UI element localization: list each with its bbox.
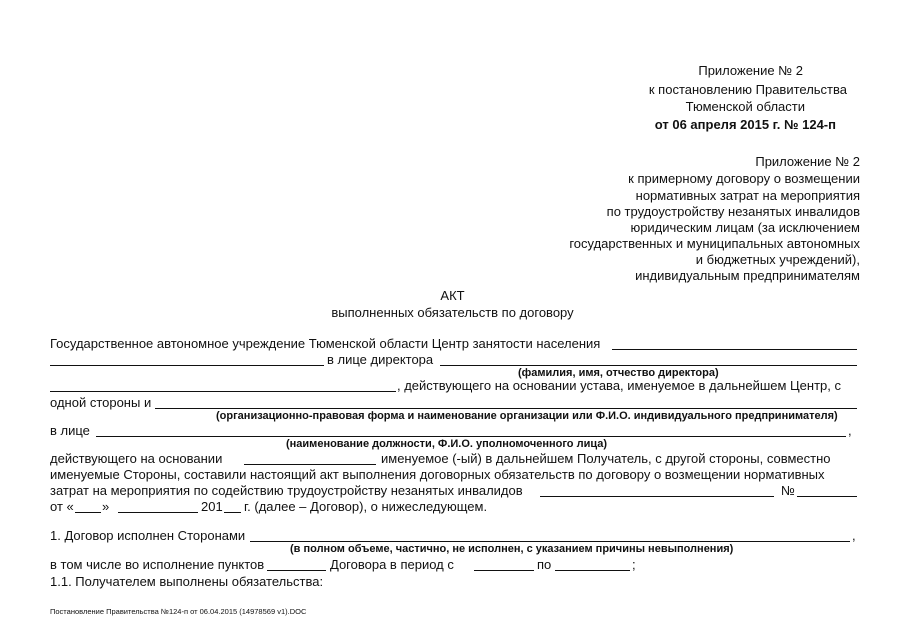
other-party-label: одной стороны и xyxy=(50,395,152,410)
date-year-blank[interactable] xyxy=(224,512,241,513)
act-title: АКТ xyxy=(440,288,465,303)
section1-comma: , xyxy=(852,528,856,543)
appendix2-title: Приложение № 2 xyxy=(755,154,860,169)
director-label: в лице директора xyxy=(327,352,434,367)
acting-basis-label: действующего на основании xyxy=(50,451,223,466)
date-month-blank[interactable] xyxy=(118,512,198,513)
appendix2-line7: и бюджетных учреждений), xyxy=(695,252,860,267)
appendix-title: Приложение № 2 xyxy=(698,63,803,78)
appendix2-line8: индивидуальным предпринимателям xyxy=(635,268,860,283)
appendix2-line5: юридическим лицам (за исключением xyxy=(630,220,860,235)
section1-to-label: по xyxy=(537,557,552,572)
appendix-resolution: к постановлению Правительства xyxy=(648,82,847,97)
appendix2-line4: по трудоустройству незанятых инвалидов xyxy=(606,204,860,219)
section1-1-heading: 1.1. Получателем выполнены обязательства: xyxy=(50,574,324,589)
appendix2-line3: нормативных затрат на мероприятия xyxy=(635,188,860,203)
section1-to-blank[interactable] xyxy=(555,570,630,571)
person-label: в лице xyxy=(50,423,90,438)
person-comma: , xyxy=(848,423,852,438)
director-hint: (фамилия, имя, отчество директора) xyxy=(518,367,719,379)
director-name-blank-2[interactable] xyxy=(50,391,396,392)
appendix-date: от 06 апреля 2015 г. № 124-п xyxy=(654,117,836,132)
section1-hint: (в полном объеме, частично, не исполнен, с указанием причины невыполнения) xyxy=(290,543,734,555)
section1-heading: 1. Договор исполнен Сторонами xyxy=(50,528,246,543)
document-footer: Постановление Правительства №124-п от 06.04.2015 (14978569 v1).DOC xyxy=(50,607,307,616)
appendix-region: Тюменской области xyxy=(685,99,805,114)
date-prefix: от « xyxy=(50,499,74,514)
section1-from-blank[interactable] xyxy=(474,570,534,571)
contract-blank[interactable] xyxy=(540,496,774,497)
contract-number-sign: № xyxy=(781,483,795,498)
contract-number-blank[interactable] xyxy=(797,496,857,497)
parties-text: именуемые Стороны, составили настоящий акт выполнения договорных обязательств по договору о возмещении нормативных xyxy=(50,467,825,482)
organization-blank[interactable] xyxy=(155,408,857,409)
center-name-blank[interactable] xyxy=(612,349,857,350)
center-name-label: Государственное автономное учреждение Тюменской области Центр занятости населения xyxy=(50,336,601,351)
basis-text: , действующего на основании устава, именуемое в дальнейшем Центр, с xyxy=(397,378,841,393)
appendix2-line6: государственных и муниципальных автономных xyxy=(569,236,860,251)
date-quote-close: » xyxy=(102,499,110,514)
contract-text: затрат на мероприятия по содействию трудоустройству незанятых инвалидов xyxy=(50,483,523,498)
section1-items-blank[interactable] xyxy=(267,570,326,571)
acting-basis-blank[interactable] xyxy=(244,464,376,465)
section1-semicolon: ; xyxy=(632,557,636,572)
section1-status-blank[interactable] xyxy=(250,541,850,542)
date-year-prefix: 201 xyxy=(201,499,223,514)
act-subtitle: выполненных обязательств по договору xyxy=(331,305,574,320)
appendix2-line2: к примерному договору о возмещении xyxy=(628,171,860,186)
section1-items-label: в том числе во исполнение пунктов xyxy=(50,557,265,572)
center-name-blank-2[interactable] xyxy=(50,365,324,366)
recipient-text: именуемое (-ый) в дальнейшем Получатель, с другой стороны, совместно xyxy=(381,451,831,466)
date-suffix-text: г. (далее – Договор), о нижеследующем. xyxy=(244,499,488,514)
director-name-blank[interactable] xyxy=(440,365,857,366)
person-hint: (наименование должности, Ф.И.О. уполномоченного лица) xyxy=(286,438,608,450)
organization-hint: (организационно-правовая форма и наименование организации или Ф.И.О. индивидуального предпринимателя) xyxy=(216,410,838,422)
section1-period-label: Договора в период с xyxy=(330,557,454,572)
person-blank[interactable] xyxy=(96,436,846,437)
date-day-blank[interactable] xyxy=(75,512,101,513)
